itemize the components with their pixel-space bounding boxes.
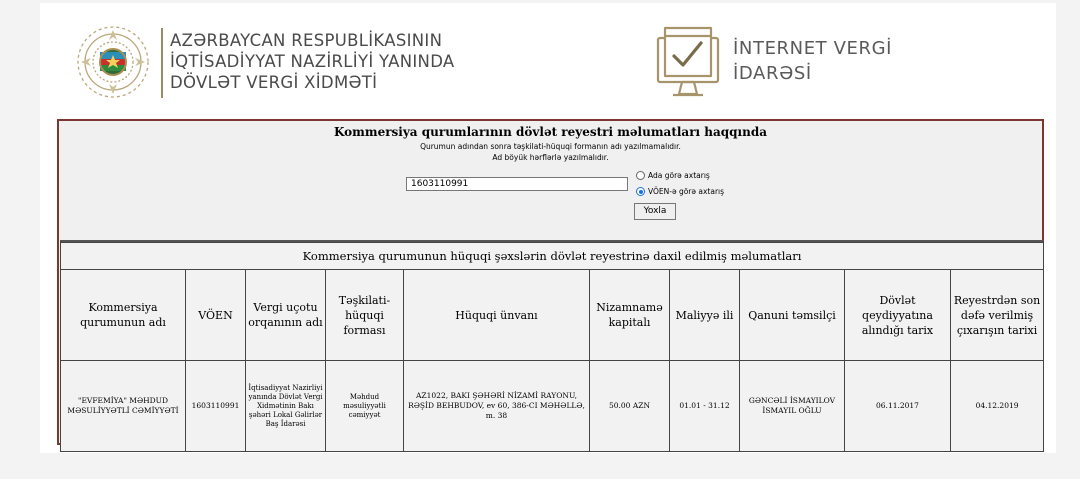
state-emblem-icon (75, 24, 151, 100)
portal-title-line-2: İDARƏSİ (733, 63, 812, 84)
registry-search-panel (57, 119, 1044, 445)
radio-search-by-voen-label: VÖEN-ə görə axtarış (648, 187, 725, 196)
cell-last-extract-date: 04.12.2019 (951, 361, 1044, 452)
cell-voen: 1603110991 (186, 361, 246, 452)
column-header: Qanuni təmsilçi (740, 270, 845, 361)
cell-legal-form: Məhdud məsuliyyətli cəmiyyət (326, 361, 404, 452)
column-header: Dövlət qeydiyyatına alındığı tarix (845, 270, 951, 361)
site-header (57, 10, 910, 112)
check-button[interactable]: Yoxla (634, 203, 676, 220)
radio-search-by-name[interactable] (636, 171, 710, 180)
search-input[interactable]: 1603110991 (406, 177, 628, 191)
portal-title (733, 36, 892, 86)
cell-tax-office: İqtisadiyyat Nazirliyi yanında Dövlət Vergi Xidmətinin Bakı şəhəri Lokal Gəlirlər Baş İdarəsi (246, 361, 326, 452)
table-row (61, 361, 1044, 452)
search-note-uppercase: Ad böyük hərflərlə yazılmalıdır. (492, 153, 609, 162)
column-header: Reyestrdən son dəfə verilmiş çıxarışın tarixi (951, 270, 1044, 361)
header-divider (161, 28, 163, 98)
org-name-line-1: AZƏRBAYCAN RESPUBLİKASININ (170, 31, 443, 50)
organization-name (170, 30, 455, 93)
monitor-checkmark-icon (655, 24, 721, 98)
search-title: Kommersiya qurumlarının dövlət reyestri məlumatları haqqında (334, 125, 767, 139)
org-name-line-2: İQTİSADİYYAT NAZİRLİYİ YANINDA (170, 52, 455, 71)
cell-legal-representative: GƏNCƏLİ İSMAYILOV İSMAYIL OĞLU (740, 361, 845, 452)
cell-company-name: "EVFEMİYA" MƏHDUD MƏSULİYYƏTLİ CƏMİYYƏTİ (61, 361, 186, 452)
cell-capital: 50.00 AZN (590, 361, 670, 452)
radio-button-selected[interactable] (636, 187, 645, 196)
cell-registration-date: 06.11.2017 (845, 361, 951, 452)
radio-button[interactable] (636, 171, 645, 180)
column-header: Vergi uçotu orqanının adı (246, 270, 326, 361)
column-header: Təşkilati-hüquqi forması (326, 270, 404, 361)
radio-search-by-voen[interactable] (636, 187, 724, 196)
radio-search-by-name-label: Ada görə axtarış (648, 171, 710, 180)
cell-legal-address: AZ1022, BAKI ŞƏHƏRİ NİZAMİ RAYONU, RƏŞİD BEHBUDOV, ev 60, 386-CI MƏHƏLLƏ, m. 38 (404, 361, 590, 452)
column-header: Kommersiya qurumunun adı (61, 270, 186, 361)
results-caption: Kommersiya qurumunun hüquqi şəxslərin dövlət reyestrinə daxil edilmiş məlumatları (61, 243, 1044, 270)
results-table-container (60, 240, 1043, 447)
portal-title-line-1: İNTERNET VERGİ (733, 38, 893, 59)
org-name-line-3: DÖVLƏT VERGİ XİDMƏTİ (170, 73, 378, 92)
search-note-legal-form: Qurumun adından sonra təşkilati-hüquqi formanın adı yazılmamalıdır. (420, 142, 681, 151)
column-header: Nizamnamə kapitalı (590, 270, 670, 361)
column-header: Hüquqi ünvanı (404, 270, 590, 361)
column-header: VÖEN (186, 270, 246, 361)
cell-fiscal-year: 01.01 - 31.12 (670, 361, 740, 452)
column-header: Maliyyə ili (670, 270, 740, 361)
results-table (60, 242, 1044, 452)
